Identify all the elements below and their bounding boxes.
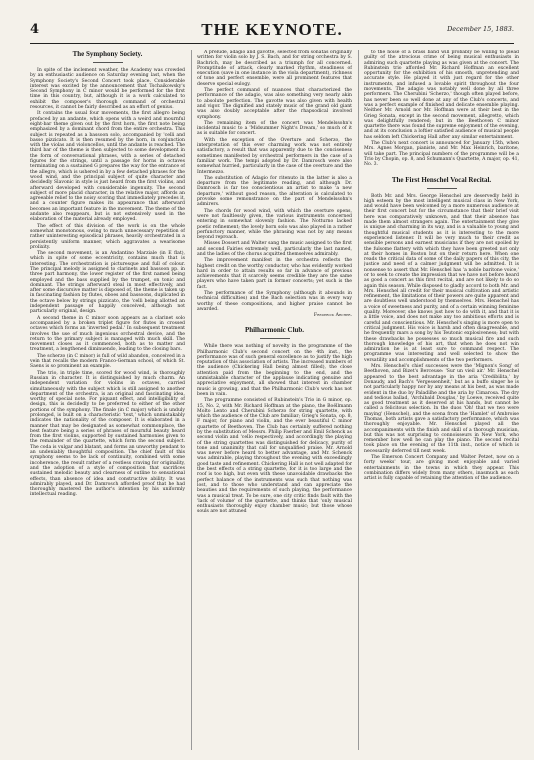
paragraph: The chords for wood wind, with which the overture opens, were not faultlessly given, the various instruments concerned entering in somewhat slovenly fashion. The Notturno lacked poetic refinement; the lovely horn solo was also played in a rather perfunctory manner, while the phrasing was not by any means beyond reproach.: [197, 208, 352, 241]
paragraph: A second theme in C minor soon appears as a clarinet solo accompanied by a broken triplet figure for flutes in crossed octaves which forms an 'inverted pedal.' In subsequent treatment involves the use of much ingenious orchestral device, and the return to the primary subject is managed with much skill. The movement closes as it commenced, both as to matter and treatment, a lengthened diminuendo, leading to the closing bars.: [30, 315, 185, 353]
paragraph: The trio, in triple time, scored for wood wind, is thoroughly Russian in character. It is distinguished by much charm. An independent variation for violins in octaves, carried simultaneously with the subject which is still assigned to another department of the orchestra, is an original and fascinating idea, worthy of special note. For piquant effect, and intelligibility of design, this is decidedly to be preferred to either of the other portions of the symphony. The finale (in C major) which is unduly prolonged, is built on a characteristic 'text,' which unmistakably indicates the nationality of the composer. It is elaborated in a manner that may be designated as somewhat commonplace, the best feature being a series of phrases of mournful beauty heard from the first violins, supported by sustained harmonies given to the remainder of the quartette, which form the second subject. The coda is vulgar and blatant, and forms an unworthy pendant to an undeniably thoughtful composition. The chief fault of this symphony seems to be lack of continuity, combined with some incoherence, the result rather of a restless craving for originality, and the adoption of a style of composition that sacrifices sustained melodic beauty and clearness of outline to sensational effects, than absence of idea and constructive ability. It was admirably played, and Dr. Damrosch afforded proof that he had thoroughly mastered the author's intention by his uniformly intellectual reading.: [30, 370, 185, 498]
paragraph: The effect of this division of the work is on the whole somewhat monotonous, owing to much unnecessary repetition of rather uninteresting episodical phrases, heavily orchestrated in a persistently uniform manner, which aggravates a wearisome prolixity.: [30, 223, 185, 250]
header-rule: [30, 43, 514, 44]
paragraph: The programme consisted of Rubinstein's Trio in G minor, op. 15, No. 2, with Mr. Richard Hoffman at the piano, the Boëllmann Molto Lento and Cherubini Scherzo for string quartette, with which the audience of the Club are familiar; Grieg's Sonata, op. 8, F major, for piano and violin, and the ever beautiful C minor quartette of Beethoven. The Club has certainly suffered nothing by the substitution of Messrs. Philip Faerber and Emil Schenck as second violin and 'cello respectively, and accordingly the playing of the string quartettes was distinguished for delicacy, purity of tone and unanimity that call for unqualified praise. Mr. Arnold was never before heard to better advantage, and Mr. Schenck was admirable, playing throughout the evening with exceedingly good taste and refinement. Chickering Hall is not well adapted for the best effects of a string quartette, for it is too large and the roof is too high, but even with these unavoidable drawbacks the perfect balance of the instruments was such that nothing was lost, and to those who understand and can appreciate the beauties and the requirements of such playing, the performance was a musical treat. To be sure, one city critic finds fault with the 'lack of volume' of the quartette, and thinks that 'only musical enthusiasts thoroughly enjoy chamber music; but those whose souls are not attuned: [197, 398, 352, 515]
paragraph: The Club's next concert is announced for January 15th, when Mrs. Agnes Morgan, pianiste, and Mr. Max Heinrich, baritone, will take part. The principal numbers of the programme will be a Trio by Chopin, op. 8, and Schumann's Quartette, A major, op. 41, No. 3.: [364, 141, 519, 168]
paragraph: Both Mr. and Mrs. George Henschel are deservedly held in high esteem by the most intelligent musical class in New York, and would have been welcomed by a more numerous audience at their first concert but for the circumstance that their brief visit here was comparatively unknown, and that their absence has made them almost strangers again. The entertainment they give is unique and charming in its way, and is a valuable to young and thoughtful musical students as it is interesting to the more experienced listener. It will be very much to their credit as sensible persons and earnest musicians if they are not spoiled by the fulsome flattery with which they have been greeted not only at their homes in Boston but on their return here. When one reads the critical data of some of the daily papers of this city, the justice and need of a calmer judgment will be admitted. It is nonsense to assert that Mr. Henschel has 'a noble baritone voice,' or to seek to create the impression that we have not before heard as good a concert as this first recital, and are not likely to do so again this season. While disposed to gladly accord to both Mr. and Mrs. Henschel all credit for their musical cultivation and artistic refinement, the limitations of their powers are quite apparent and are doubtless well understood by themselves. Mrs. Henschel has a voice of sweetness and purity, and of a certain winning feminine quality. Moreover, she knows just how to do with it, and that it is a little voice, and does not make any too ambitious efforts and is careful and conscientious. Mr. Henschel's singing is more open to critical judgment. His voice is harsh and often disagreeable, and he frequently mars a song by his Teutonic explosiveness; but with these drawbacks he possesses so much musical fire and such thorough knowledge of his art, that when he does not win admiration he is at least sure to command respect. The programme was interesting and well selected to show the versatility and accomplishments of the two performers.: [364, 193, 519, 363]
column-divider: [358, 50, 359, 750]
article-title-henschel-recital: The First Henschel Vocal Recital.: [391, 175, 492, 184]
paragraph: While there was nothing of novelty in the programme of the Philharmonic Club's second concert on the 4th inst., the performance was of such general excellence as to justify the high reputation of this association of artists. The increased numbers of the audience (Chickering Hall being almost filled), the close attention paid from the beginning to the end, and the unmistakable character of the applause indicating genuine and appreciative enjoyment, all showed that interest in chamber music is growing, and that the Philharmonic Club's work has not been in vain.: [197, 344, 352, 397]
article-body-symphony-society: [30, 68, 185, 498]
paragraph: The remaining item of the concert was Mendelssohn's incidental music to a 'Midsummer Night's Dream,' so much of it as is suitable for concert.: [197, 120, 352, 137]
column-1: [30, 50, 185, 750]
paragraph: Misses Dossert and Walter sang the music assigned to the first and second Fairies extremely well, particularly the last named, and the ladies of the chorus acquitted themselves admirably.: [197, 241, 352, 257]
column-2: [197, 50, 352, 750]
issue-date: December 15, 1883.: [447, 25, 514, 33]
paragraph: The second movement, is an Andantino Marziale (in E flat), which in spite of some eccentricity, contains much that is interesting. The orchestration is picturesque and full of colour. The principal melody is assigned to clarinets and bassoon pp. in three part harmony, the lower register of the first named being employed and the bass supplied by the trumpet, on tonic and dominant. The strings afterward steal in most effectively, and after some discursive matter is disposed of, the theme is taken up in fascinating fashion by flutes, oboes and bassoons, duplicated in the octave below by strings pizzicato, the 'celli being allotted an independent passage of happily conceived, although not particularly original, design.: [30, 251, 185, 315]
paragraph: Mrs. Henschel's chief successes were the 'Mignon's Song' of Beethoven, and Bizet's Berceuse: 'Sur un vieil air.' Mr. Henschel appeared to the best advantage in the aria 'Credibilita,' by Donaudy, and Bach's 'Vergessenheit,' but as a buffo singer he is not particularly happy nor by any means at his best, as was made evident in the duo by Paladilhe and the aria by Cimarosa. The dry and tedious ballad, 'Archibald Douglas,' by Loewe, received quite as good treatment as it deserved at his hands, but cannot be called a felicitous selection. In the duos 'Oh! that we two were maying' (Henschel), and the scena from the 'Hamlet' of Ambroise Thomas, both artists gave a satisfactory performance, which was thoroughly enjoyable. Mr. Henschel played all the accompaniments with the finish and skill of a thorough musician, but this was not surprising to connoisseurs in New York, who remember how well he can play the piano. The second recital took place on the evening of the 11th inst., notice of which is necessarily deferred till next week.: [364, 364, 519, 454]
article-title-philharmonic-club: Philharmonic Club.: [244, 326, 305, 335]
article-body-philharmonic-continued: [364, 50, 519, 168]
paragraph: to the noise of a brass band will probably be willing to plead guilty of the atrocious crime of being musical enthusiasts in admiring such quartette playing as was given at the concert. The Rubinstein trio afforded Mr. Richard Hoffman an excellent opportunity for the exhibition of his smooth, unpretending and accurate style. He played it with just regard for the other instruments, and infused a lovable spirit throughout the four movements. The adagio was notably well done by all three performers. The Cherubini 'Scherzo,' though often played before, has never been so well done at any of the Club's concerts, and was a perfect example of finished and delicate ensemble playing. Neither Mr. Arnold nor Mr. Hoffman were at their best in the Grieg Sonata, except in the second movement, allegretto, which was delightfully rendered; but in the Beethoven C minor quartette there was found the supreme enjoyment of the evening, and at its conclusion a loftier satisfied audience of musical people has seldom left Chickering Hall after any similar entertainment.: [364, 50, 519, 140]
paragraph: A prelude, adagio and gavotte, selected from sonatas originally written for violin solo by J. S. Bach, and for string orchestra by S. Bachrich, may be described as a triumph for all concerned. Promptitude of attack, clearly marked rhythm, steadiness of execution (save in one instance in the viola department), richness of tone and perfect ensemble, were all prominent features that deserve special eulogy.: [197, 50, 352, 87]
paragraph: The substitution of Adagio for ritenuto in the latter is also a departure from the legitimate reading, and although Dr. Damrosch is far too conscientious an artist to make 'a new departure,' without good reason, the alteration is calculated to provoke some remonstrance on the part of Mendelssohn's admirers.: [197, 175, 352, 208]
article-body-symphony-continued: [197, 50, 352, 312]
column-3: [364, 50, 519, 750]
article-title-symphony-society: The Symphony Society.: [72, 50, 143, 58]
article-body-henschel-recital: [364, 194, 519, 482]
page-number: 4: [30, 22, 40, 37]
paragraph: The scherzo (in C minor) is full of wild abandon, conceived in a vein that recalls the modern Franco-German school, of which St. Saens is so prominent an example.: [30, 353, 185, 370]
article-body-philharmonic-club: [197, 344, 352, 515]
article-signature: Frederick Archer.: [313, 313, 352, 319]
paragraph: The Emerson Concert Company and Walter Petzet, now on a forty weeks' tour, are giving most enjoyable and varied entertainments in the towns in which they appear. This combination differs widely from many others, inasmuch as each artist is fully capable of retaining the attention of the audience.: [364, 455, 519, 482]
title-rule: [260, 338, 290, 339]
title-rule: [93, 62, 123, 63]
column-divider: [191, 50, 192, 750]
paragraph: It contains the usual four movements, the first allegro being prefaced by an andante, which opens with a weird and mournful eight-bar theme given out by the first horn, the first note being emphasized by a dominant chord from the entire orchestra. This subject is repeated as a bassoon solo, accompanied by 'celli and basso pizzicato. It is then resumed by the horn, in conjunction with the violas and violoncellos, until the andante is reached. The third bar of the theme is then subjected to some development in the form of conversational phrases, with a series of detached figures for the strings, until a passage for horns in octaves terminating on a sustained G prepares the way for the entrance of the allegro, which is ushered in by a few detached phrases for the wood wind, and the principal subject of quite character and decidedly Slavonic in style is just heard from the first violins, and afterward developed with considerable ingenuity. The second subject of more placid character, in the relative major, affords an agreeable relief to the noisy scoring that immediately precedes it, and a counter figure makes its appearance that afterward becomes an important feature in the movement. The theme of the andante also reappears, but is not extensively used in the elaboration of the material already employed.: [30, 111, 185, 223]
paragraph: The perfect command of nuances that characterized the performance of the adagio, was also something very nearly akin to absolute perfection. The gavotte was also given with health and vigor. The dignified and stately music of the grand old giant was also doubly acceptable after the rhapsodical involved symphony.: [197, 88, 352, 120]
page-header: [30, 20, 514, 42]
title-rule: [427, 188, 457, 189]
paragraph: In spite of the inclement weather, the Academy was crowded by an enthusiastic audience on Saturday evening last, when the Symphony Society's Second Concert took place. Considerable interest was excited by the announcement that Tschaikowsky's Second Symphony in C minor would be performed for the first time in this country, but, although it is a work calculated to exhibit the composer's thorough command of orchestral resources, it cannot be fairly described as an effort of genius.: [30, 68, 185, 111]
masthead: THE KEYNOTE.: [201, 20, 343, 39]
paragraph: With the exception of the Overture and Scherzo, the interpretation of this ever charming work was not entirely satisfactory, a result that was apparently due to the conciseness sometimes manifested by orchestral performers in the case of a familiar work. The tempi adopted by Dr. Damrosch were also somewhat hurried, particularly in the case of the overture and the Intermezzo.: [197, 137, 352, 175]
paragraph: The performance of the Symphony (although it abounds in technical difficulties) and the Bach selection was in every way worthy of these compositions, and higher praise cannot be awarded.: [197, 291, 352, 312]
paragraph: The improvement manifest in the orchestra reflects the highest credit on the worthy conductor, who has evidently worked hard in order to attain results so far in advance of previous achievements that it scarcely seems credible they are the same players who have taken part in former concerts; yet such is the fact.: [197, 258, 352, 290]
